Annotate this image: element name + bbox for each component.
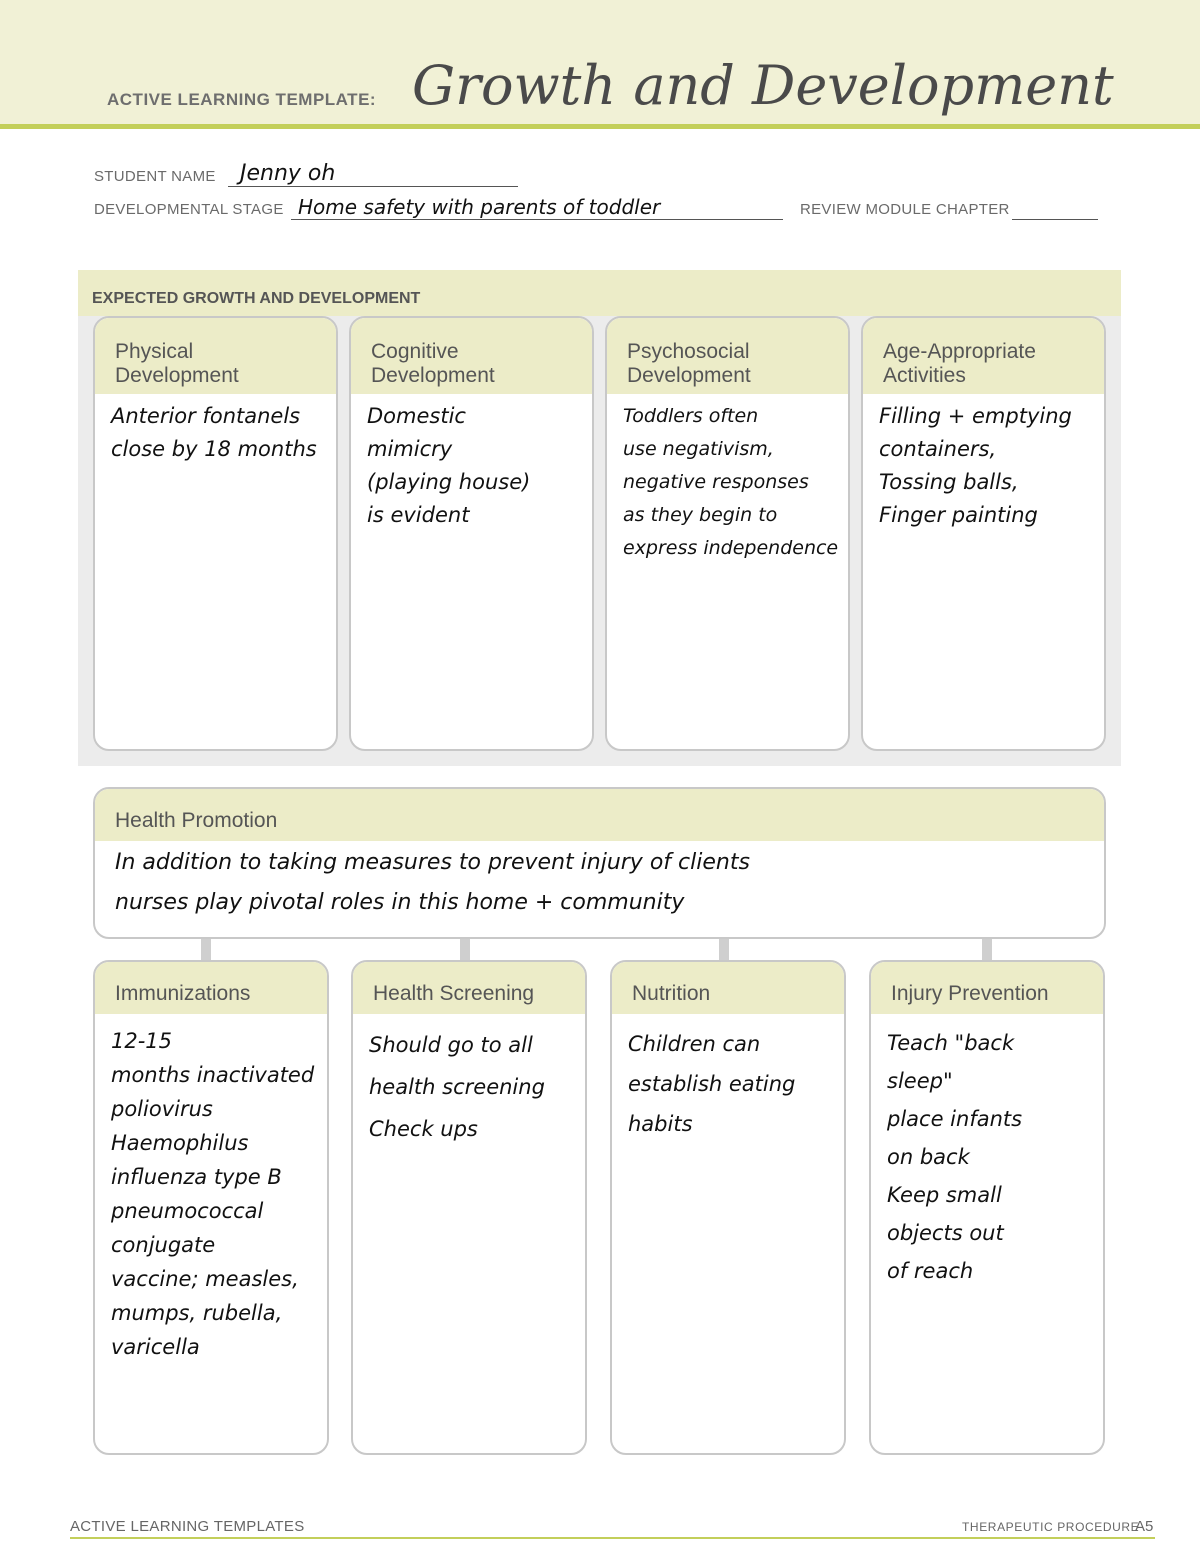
card-content[interactable]: Should go to all health screening Check ups [369,1033,545,1141]
health-promotion-heading: Health Promotion [95,789,1104,841]
header-rule [0,124,1200,129]
connector [719,939,729,961]
expected-growth-panel [78,270,1121,766]
physical-development-card [93,316,338,751]
review-module-label: REVIEW MODULE CHAPTER [800,201,1010,218]
card-heading: Nutrition [612,962,844,1014]
connector [201,939,211,961]
card-heading: Health Screening [353,962,585,1014]
card-heading: Age-Appropriate Activities [863,318,1104,394]
psychosocial-development-card [605,316,850,751]
footer-right: THERAPEUTIC PROCEDURE [962,1520,1140,1534]
card-heading: Cognitive Development [351,318,592,394]
immunizations-card [93,960,329,1455]
card-content[interactable]: Anterior fontanels close by 18 months [111,404,317,461]
footer-rule [70,1537,1155,1539]
template-label: ACTIVE LEARNING TEMPLATE: [107,90,377,109]
student-name-label: STUDENT NAME [94,168,216,185]
card-heading: Injury Prevention [871,962,1103,1014]
card-heading: Immunizations [95,962,327,1014]
student-name-value: Jenny oh [240,161,336,186]
card-content[interactable]: Domestic mimicry (playing house) is evident [367,404,531,527]
age-appropriate-activities-card [861,316,1106,751]
card-heading: Psychosocial Development [607,318,848,394]
card-content[interactable]: Teach "back sleep" place infants on back Keep small objects out of reach [887,1031,1023,1283]
nutrition-card [610,960,846,1455]
footer-left: ACTIVE LEARNING TEMPLATES [70,1518,305,1535]
health-promotion-card [93,787,1106,939]
page-title: Growth and Development [412,54,1114,117]
review-module-line[interactable] [1012,201,1098,220]
card-heading: Physical Development [95,318,336,394]
page-number: A5 [1135,1518,1154,1535]
developmental-stage-value: Home safety with parents of toddler [298,195,661,219]
health-screening-card [351,960,587,1455]
card-content[interactable]: Children can establish eating habits [628,1032,796,1136]
card-content[interactable]: Toddlers often use negativism, negative responses as they begin to express independence [623,405,839,559]
health-promotion-content[interactable]: In addition to taking measures to prevent injury of clients nurses play pivotal roles in this home + community [115,850,750,915]
expected-growth-title: EXPECTED GROWTH AND DEVELOPMENT [92,290,421,307]
card-content[interactable]: 12-15 months inactivated poliovirus Haemophilus influenza type B pneumococcal conjugate vaccine; measles, mumps, rubella, varicella [111,1029,315,1359]
injury-prevention-card [869,960,1105,1455]
connector [460,939,470,961]
card-content[interactable]: Filling + emptying containers, Tossing balls, Finger painting [879,404,1072,527]
connector [982,939,992,961]
cognitive-development-card [349,316,594,751]
developmental-stage-label: DEVELOPMENTAL STAGE [94,201,284,218]
